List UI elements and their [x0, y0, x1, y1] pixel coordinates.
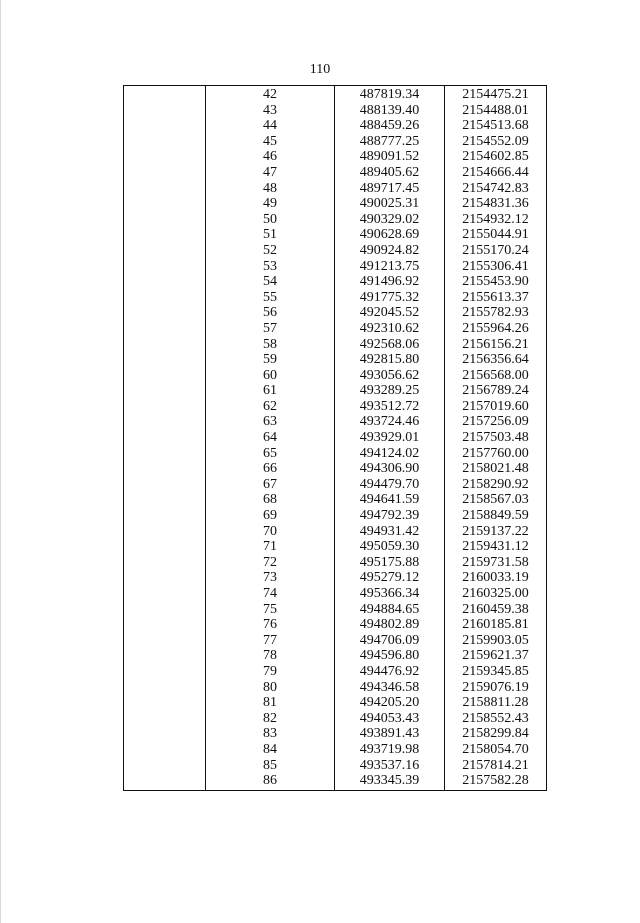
blank-cell	[124, 134, 206, 150]
coordinate-table-body	[124, 86, 547, 791]
table-row	[124, 758, 547, 774]
blank-cell	[124, 274, 206, 290]
point-number-cell: 49	[206, 196, 335, 212]
point-number-cell: 55	[206, 290, 335, 306]
point-number-cell: 64	[206, 430, 335, 446]
table-row	[124, 524, 547, 540]
point-number-cell: 48	[206, 181, 335, 197]
table-row	[124, 399, 547, 415]
blank-cell	[124, 337, 206, 353]
x-coordinate-cell: 494641.59	[335, 492, 445, 508]
point-number-cell: 78	[206, 648, 335, 664]
point-number-cell: 65	[206, 446, 335, 462]
y-coordinate-cell: 2157582.28	[445, 773, 547, 790]
y-coordinate-cell: 2155613.37	[445, 290, 547, 306]
y-coordinate-cell: 2157503.48	[445, 430, 547, 446]
x-coordinate-cell: 495279.12	[335, 570, 445, 586]
y-coordinate-cell: 2160185.81	[445, 617, 547, 633]
x-coordinate-cell: 489091.52	[335, 149, 445, 165]
x-coordinate-cell: 493719.98	[335, 742, 445, 758]
point-number-cell: 45	[206, 134, 335, 150]
table-row	[124, 711, 547, 727]
point-number-cell: 62	[206, 399, 335, 415]
blank-cell	[124, 555, 206, 571]
coordinate-table	[123, 85, 547, 791]
table-row	[124, 570, 547, 586]
blank-cell	[124, 196, 206, 212]
y-coordinate-cell: 2159137.22	[445, 524, 547, 540]
x-coordinate-cell: 491213.75	[335, 259, 445, 275]
x-coordinate-cell: 494792.39	[335, 508, 445, 524]
table-row	[124, 773, 547, 790]
table-row	[124, 742, 547, 758]
blank-cell	[124, 726, 206, 742]
point-number-cell: 73	[206, 570, 335, 586]
blank-cell	[124, 680, 206, 696]
y-coordinate-cell: 2158054.70	[445, 742, 547, 758]
blank-cell	[124, 290, 206, 306]
y-coordinate-cell: 2154552.09	[445, 134, 547, 150]
point-number-cell: 75	[206, 602, 335, 618]
x-coordinate-cell: 494124.02	[335, 446, 445, 462]
table-row	[124, 477, 547, 493]
blank-cell	[124, 446, 206, 462]
point-number-cell: 72	[206, 555, 335, 571]
blank-cell	[124, 212, 206, 228]
point-number-cell: 58	[206, 337, 335, 353]
point-number-cell: 63	[206, 414, 335, 430]
table-row	[124, 602, 547, 618]
x-coordinate-cell: 490628.69	[335, 227, 445, 243]
blank-cell	[124, 742, 206, 758]
x-coordinate-cell: 488777.25	[335, 134, 445, 150]
y-coordinate-cell: 2158849.59	[445, 508, 547, 524]
blank-cell	[124, 259, 206, 275]
blank-cell	[124, 430, 206, 446]
table-row	[124, 196, 547, 212]
y-coordinate-cell: 2155964.26	[445, 321, 547, 337]
point-number-cell: 82	[206, 711, 335, 727]
blank-cell	[124, 695, 206, 711]
y-coordinate-cell: 2155453.90	[445, 274, 547, 290]
point-number-cell: 50	[206, 212, 335, 228]
x-coordinate-cell: 490025.31	[335, 196, 445, 212]
blank-cell	[124, 227, 206, 243]
x-coordinate-cell: 492815.80	[335, 352, 445, 368]
point-number-cell: 70	[206, 524, 335, 540]
blank-cell	[124, 524, 206, 540]
table-row	[124, 664, 547, 680]
y-coordinate-cell: 2154932.12	[445, 212, 547, 228]
table-row	[124, 555, 547, 571]
x-coordinate-cell: 494346.58	[335, 680, 445, 696]
blank-cell	[124, 539, 206, 555]
point-number-cell: 43	[206, 103, 335, 119]
blank-cell	[124, 570, 206, 586]
point-number-cell: 46	[206, 149, 335, 165]
table-row	[124, 446, 547, 462]
y-coordinate-cell: 2154475.21	[445, 86, 547, 103]
point-number-cell: 59	[206, 352, 335, 368]
y-coordinate-cell: 2156156.21	[445, 337, 547, 353]
y-coordinate-cell: 2160459.38	[445, 602, 547, 618]
table-row	[124, 461, 547, 477]
x-coordinate-cell: 493056.62	[335, 368, 445, 384]
table-row	[124, 181, 547, 197]
blank-cell	[124, 477, 206, 493]
blank-cell	[124, 321, 206, 337]
point-number-cell: 81	[206, 695, 335, 711]
point-number-cell: 74	[206, 586, 335, 602]
x-coordinate-cell: 494476.92	[335, 664, 445, 680]
point-number-cell: 68	[206, 492, 335, 508]
x-coordinate-cell: 495175.88	[335, 555, 445, 571]
table-row	[124, 586, 547, 602]
y-coordinate-cell: 2159076.19	[445, 680, 547, 696]
table-row	[124, 305, 547, 321]
table-row	[124, 430, 547, 446]
x-coordinate-cell: 493289.25	[335, 383, 445, 399]
y-coordinate-cell: 2160033.19	[445, 570, 547, 586]
scan-edge	[0, 0, 1, 923]
y-coordinate-cell: 2158552.43	[445, 711, 547, 727]
blank-cell	[124, 602, 206, 618]
y-coordinate-cell: 2156789.24	[445, 383, 547, 399]
blank-cell	[124, 86, 206, 103]
blank-cell	[124, 399, 206, 415]
y-coordinate-cell: 2155170.24	[445, 243, 547, 259]
y-coordinate-cell: 2155782.93	[445, 305, 547, 321]
blank-cell	[124, 648, 206, 664]
x-coordinate-cell: 493512.72	[335, 399, 445, 415]
blank-cell	[124, 149, 206, 165]
x-coordinate-cell: 489405.62	[335, 165, 445, 181]
x-coordinate-cell: 490924.82	[335, 243, 445, 259]
blank-cell	[124, 711, 206, 727]
y-coordinate-cell: 2159731.58	[445, 555, 547, 571]
blank-cell	[124, 508, 206, 524]
page-number: 110	[309, 62, 331, 77]
point-number-cell: 85	[206, 758, 335, 774]
y-coordinate-cell: 2157814.21	[445, 758, 547, 774]
point-number-cell: 42	[206, 86, 335, 103]
blank-cell	[124, 165, 206, 181]
y-coordinate-cell: 2154666.44	[445, 165, 547, 181]
x-coordinate-cell: 488459.26	[335, 118, 445, 134]
blank-cell	[124, 633, 206, 649]
point-number-cell: 53	[206, 259, 335, 275]
table-row	[124, 103, 547, 119]
x-coordinate-cell: 494931.42	[335, 524, 445, 540]
point-number-cell: 83	[206, 726, 335, 742]
y-coordinate-cell: 2154602.85	[445, 149, 547, 165]
x-coordinate-cell: 495059.30	[335, 539, 445, 555]
y-coordinate-cell: 2155306.41	[445, 259, 547, 275]
table-row	[124, 617, 547, 633]
point-number-cell: 67	[206, 477, 335, 493]
table-row	[124, 492, 547, 508]
blank-cell	[124, 352, 206, 368]
blank-cell	[124, 664, 206, 680]
x-coordinate-cell: 488139.40	[335, 103, 445, 119]
blank-cell	[124, 586, 206, 602]
table-row	[124, 212, 547, 228]
y-coordinate-cell: 2156568.00	[445, 368, 547, 384]
point-number-cell: 66	[206, 461, 335, 477]
table-row	[124, 383, 547, 399]
y-coordinate-cell: 2154831.36	[445, 196, 547, 212]
y-coordinate-cell: 2158811.28	[445, 695, 547, 711]
point-number-cell: 44	[206, 118, 335, 134]
point-number-cell: 84	[206, 742, 335, 758]
table-row	[124, 118, 547, 134]
y-coordinate-cell: 2158021.48	[445, 461, 547, 477]
x-coordinate-cell: 494706.09	[335, 633, 445, 649]
table-row	[124, 165, 547, 181]
point-number-cell: 54	[206, 274, 335, 290]
x-coordinate-cell: 494596.80	[335, 648, 445, 664]
y-coordinate-cell: 2154513.68	[445, 118, 547, 134]
x-coordinate-cell: 494884.65	[335, 602, 445, 618]
y-coordinate-cell: 2157019.60	[445, 399, 547, 415]
table-row	[124, 726, 547, 742]
x-coordinate-cell: 487819.34	[335, 86, 445, 103]
point-number-cell: 69	[206, 508, 335, 524]
table-row	[124, 633, 547, 649]
x-coordinate-cell: 494479.70	[335, 477, 445, 493]
y-coordinate-cell: 2159431.12	[445, 539, 547, 555]
point-number-cell: 56	[206, 305, 335, 321]
y-coordinate-cell: 2155044.91	[445, 227, 547, 243]
y-coordinate-cell: 2160325.00	[445, 586, 547, 602]
table-row	[124, 243, 547, 259]
table-row	[124, 149, 547, 165]
blank-cell	[124, 181, 206, 197]
y-coordinate-cell: 2159621.37	[445, 648, 547, 664]
point-number-cell: 77	[206, 633, 335, 649]
blank-cell	[124, 103, 206, 119]
x-coordinate-cell: 494053.43	[335, 711, 445, 727]
point-number-cell: 80	[206, 680, 335, 696]
point-number-cell: 61	[206, 383, 335, 399]
table-row	[124, 290, 547, 306]
table-row	[124, 352, 547, 368]
y-coordinate-cell: 2154742.83	[445, 181, 547, 197]
x-coordinate-cell: 493345.39	[335, 773, 445, 790]
point-number-cell: 51	[206, 227, 335, 243]
y-coordinate-cell: 2157256.09	[445, 414, 547, 430]
point-number-cell: 60	[206, 368, 335, 384]
table-row	[124, 86, 547, 103]
table-row	[124, 508, 547, 524]
y-coordinate-cell: 2159345.85	[445, 664, 547, 680]
x-coordinate-cell: 490329.02	[335, 212, 445, 228]
point-number-cell: 57	[206, 321, 335, 337]
x-coordinate-cell: 491775.32	[335, 290, 445, 306]
y-coordinate-cell: 2158299.84	[445, 726, 547, 742]
table-row	[124, 414, 547, 430]
table-row	[124, 321, 547, 337]
y-coordinate-cell: 2157760.00	[445, 446, 547, 462]
point-number-cell: 86	[206, 773, 335, 790]
point-number-cell: 47	[206, 165, 335, 181]
x-coordinate-cell: 493724.46	[335, 414, 445, 430]
x-coordinate-cell: 494306.90	[335, 461, 445, 477]
table-row	[124, 368, 547, 384]
table-row	[124, 227, 547, 243]
blank-cell	[124, 118, 206, 134]
x-coordinate-cell: 495366.34	[335, 586, 445, 602]
x-coordinate-cell: 493929.01	[335, 430, 445, 446]
table-row	[124, 337, 547, 353]
blank-cell	[124, 305, 206, 321]
point-number-cell: 76	[206, 617, 335, 633]
point-number-cell: 52	[206, 243, 335, 259]
y-coordinate-cell: 2158290.92	[445, 477, 547, 493]
blank-cell	[124, 461, 206, 477]
blank-cell	[124, 243, 206, 259]
x-coordinate-cell: 492045.52	[335, 305, 445, 321]
blank-cell	[124, 414, 206, 430]
x-coordinate-cell: 491496.92	[335, 274, 445, 290]
y-coordinate-cell: 2156356.64	[445, 352, 547, 368]
table-row	[124, 648, 547, 664]
table-row	[124, 539, 547, 555]
x-coordinate-cell: 493891.43	[335, 726, 445, 742]
x-coordinate-cell: 489717.45	[335, 181, 445, 197]
blank-cell	[124, 617, 206, 633]
table-row	[124, 274, 547, 290]
y-coordinate-cell: 2158567.03	[445, 492, 547, 508]
x-coordinate-cell: 494205.20	[335, 695, 445, 711]
y-coordinate-cell: 2159903.05	[445, 633, 547, 649]
x-coordinate-cell: 492568.06	[335, 337, 445, 353]
blank-cell	[124, 758, 206, 774]
point-number-cell: 79	[206, 664, 335, 680]
table-row	[124, 259, 547, 275]
x-coordinate-cell: 494802.89	[335, 617, 445, 633]
table-row	[124, 695, 547, 711]
blank-cell	[124, 368, 206, 384]
table-row	[124, 680, 547, 696]
point-number-cell: 71	[206, 539, 335, 555]
y-coordinate-cell: 2154488.01	[445, 103, 547, 119]
x-coordinate-cell: 493537.16	[335, 758, 445, 774]
x-coordinate-cell: 492310.62	[335, 321, 445, 337]
blank-cell	[124, 492, 206, 508]
blank-cell	[124, 383, 206, 399]
table-row	[124, 134, 547, 150]
blank-cell	[124, 773, 206, 790]
